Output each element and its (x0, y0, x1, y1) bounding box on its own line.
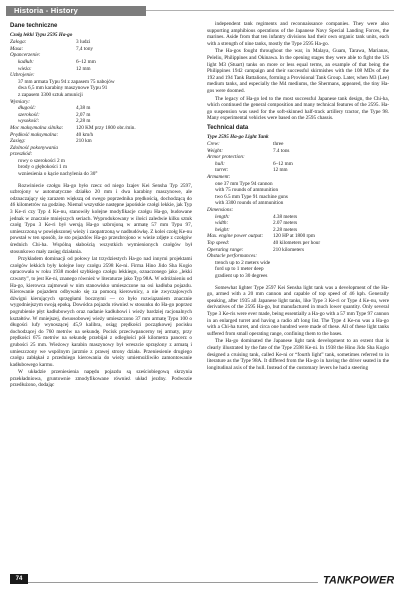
right-section-title: Technical data (207, 124, 249, 131)
spec-label: Armor protection: (207, 154, 245, 161)
spec-row (207, 214, 389, 221)
spec-value: 40 km/h (76, 131, 94, 138)
right-body-text (207, 285, 389, 372)
spec-text-line: wzniesienia o kącie nachylenia do 30° (18, 171, 98, 178)
spec-row (207, 167, 389, 174)
spec-value: 4,38 m (76, 105, 91, 112)
spec-text-line: trench up to 2 meters wide (215, 259, 271, 266)
spec-row (10, 39, 192, 46)
left-armament-list (10, 79, 192, 99)
spec-label: Top speed: (207, 240, 230, 246)
page-number: 74 (10, 574, 28, 584)
spec-row (10, 138, 192, 145)
spec-label: width: (215, 220, 229, 227)
spec-label: Armament: (207, 174, 231, 181)
paragraph: Somewhat lighter Type 2597 Kei Sensha light tank was a development of the Ha-go, armed with a 20 mm cannon and capable of top speed of 46 kph. Generally speaking, after 1935 all Japanese light tanks, like Type 3 Ke-ri or Type 4 Ke-nu, were derivatives of the 2595 Ha-go, but manufactured in much lower quantity. Only several Type 3 Ke-ris were ever made, being essentially a Ha-go with a 57 mm Type 97 cannon in an enlarged turret and having a radio aft long list. The Type 4 Ke-nu was a Ha-go with a Chi-ha turret, and circa one hundred were made of these. All of these light tanks suffered from small operating range, confining them to the bases. (207, 284, 389, 337)
paragraph: Rozwiniecie czołgu Ha-go było rzecz od niego Izajev Kei Sensha Typ 2597, uzbrojony w automatyczne działko 20 mm i dwa karabiny maszynowe, ale odznaczający się zarazem większą od swego poprzednika prędkością, dochodzącą do 46 kilometrów na godzinę. Niemal wszystkie następne japońskie czołgi lekkie, jak Typ 3 Ke-ri czy Typ 4 Ke-nu, stanowiły kolejne modyfikacje czołgu Ha-go, budowane jednak w znacznie mniejszych seriach. Wyprodukowany w ilości zaledwie kilku sztuk czołg Typu 3 Ke-ri był wersją Ha-go uzbrojoną w armatę 57 mm Typu 97, umieszczoną w powiększonej wieży i zaopatrzoną w nadbudówkę. Z kolei czołg Ke-nu powstał w ten sposób, że sto pojazdów Ha-go przezbrojono w wieże zdjęte z czołgów średnich Chi-ha. Wspólną słabością wszystkich wymienionych czołgów był stosunkowo mały zasięg działania. (10, 182, 192, 255)
left-column (10, 20, 192, 389)
spec-value: 4.38 meters (273, 213, 298, 220)
right-armament-list (207, 181, 389, 207)
paragraph: The Ha-go dominated the Japanese light tank development to an extent that is clearly illustrated by the fate of the Type 2598 Ke-ni. In 1938 the Hino Jido Sha Kogio designed a cruising tank, called Ke-ni or “fourth light” tank, sometimes referred to in literature as the Type 98A. It differed from the Ha-go in having the driver seated in the longitudinal axis of the hull. Instead of the customary levers he had a steering (207, 338, 389, 371)
right-column (207, 20, 389, 371)
spec-label: Opancerzenie: (10, 52, 41, 59)
spec-row (10, 99, 192, 106)
left-spec-list-2 (10, 99, 192, 158)
spec-label: Zasięg: (10, 138, 26, 145)
spec-row (207, 240, 389, 247)
spec-text-line: z zapasem 3300 sztuk amunicji (18, 91, 83, 98)
spec-label: turret: (215, 167, 229, 174)
spec-label: Wymiary: (10, 98, 30, 105)
spec-text-line: two 6.5 mm Type 91 machine guns (215, 193, 288, 200)
left-spec-list (10, 39, 192, 79)
spec-label: hull: (215, 160, 225, 167)
spec-row (207, 207, 389, 214)
spec-row (207, 233, 389, 240)
spec-row (10, 132, 192, 139)
spec-row (10, 72, 192, 79)
spec-text-line: with 3300 rounds of ammunition (215, 200, 284, 207)
spec-row (10, 125, 192, 132)
spec-value: 120 KM przy 1800 obr./min. (76, 124, 136, 131)
spec-value: 210 km (76, 138, 92, 145)
spec-value: 40 kilometers per hour (273, 240, 321, 246)
spec-row (10, 118, 192, 125)
spec-row (10, 52, 192, 59)
spec-row (10, 112, 192, 119)
spec-label: szerokość: (18, 111, 40, 118)
section-header (6, 6, 146, 16)
spec-label: wysokość: (18, 118, 40, 125)
spec-value: 120 HP at 1800 rpm (273, 233, 315, 240)
spec-row (10, 46, 192, 53)
spec-label: Obstacle performances: (207, 253, 257, 260)
spec-label: Operating range: (207, 246, 244, 253)
spec-row (207, 161, 389, 168)
spec-label: height: (215, 226, 230, 233)
spec-label: długość: (18, 105, 36, 112)
spec-value: 6–12 mm (273, 160, 293, 167)
spec-row (10, 66, 192, 73)
spec-label: Dimensions: (207, 207, 234, 214)
spec-value: 210 kilometers (273, 246, 304, 253)
spec-text-line: gradient up to 30 degrees (215, 272, 268, 279)
spec-text-line: 37 mm armata Typu 94 z zapasem 75 nabojów (18, 78, 115, 85)
right-obstacle-list (207, 260, 389, 280)
section-header-label: Historia - History (14, 6, 79, 15)
right-subtitle: Type 2595 Ha-go Light Tank (207, 133, 269, 140)
right-intro-text (207, 21, 389, 122)
spec-label: Crew: (207, 141, 220, 148)
footer-rule (28, 582, 318, 583)
paragraph: independent tank regiments and reconnaissance companies. They were also supporting amphibious operations of the Japanese Navy Special Landing Forces, the marines. Aside from that ten infantry divisions had their own organic tank units, each with a strength of nine tanks, mostly the Type 2595 Ha-go. (207, 21, 389, 47)
spec-text-line: ford up to 1 meter deep (215, 266, 264, 273)
spec-label: wieża: (18, 65, 32, 72)
paragraph: Przykładem dominacji od połowy lat trzydziestych Ha-go nad innymi projektami czołgów lekkich były kolejne losy czołgu 2598 Ke-ni. Firma Hino Jido Sha Kogio opracowała w roku 1938 model szybkiego czołgu lekkiego, oznaczonego jako „lekki czwarty”, to jest Ke-ni, znanego również w literaturze jako Typ 98A. W odróżnieniu od Ha-go, kierowca zajmował w nim stanowisko umieszczone na osi kadłuba pojazdu. Kierowanie pojazdem odbywało się za pomocą kierownicy, a nie zwyczajowych dźwigni kierujących sprzęgłami bocznymi — co było rozwiązaniem znacznie wygodniejszym swoją epoką. Dowódca pojazdu również w stosunku do Ha-go poprzez pogrubienie płyt kadłubowych oraz nadanie kadłubowi i wieży bardziej racjonalnych kształtów. W mniejszej, dwuosobowej wieży umieszczono 37 mm armatę Typu 100 o długości lufy wynoszącej 45,9 kalibra, osiąg prędkości początkowej pocisku dochodzącej do 760 metrów na sekundę. Pocisk przeciwpancerny tej armaty, przy prędkości 675 metrów na sekundę przebijał z odległości pół kilometra pancerz o grubości 25 mm. Wieżowy karabin maszynowy był wreszcie sprzężony z armatą i umieszczony we wspólnym jarzmie z prawej strony działa. Przeniesienie drugiego czołgu zabłąkał z przedniego kierowania do wieży umiemożliwiło zamontowanie kadłubowego karmu. (10, 256, 192, 368)
spec-row (207, 148, 389, 155)
spec-text-line: dwa 6,5 mm karabiny maszynowe Typu 91 (18, 85, 108, 92)
spec-row (207, 227, 389, 234)
paragraph: The legacy of Ha-go led to the most successful Japanese tank design, the Chi-ha, which continued the general composition and many technical features of the 2595. Ha-go suspension was used for the soft-skinned half-track artillery tractor, the Type 98. Many experimental vehicles were based on the 2595 chassis. (207, 95, 389, 122)
spec-label: Masa: (10, 45, 24, 52)
spec-label: Weight: (207, 147, 223, 154)
spec-value: 2,07 m (76, 111, 91, 118)
spec-value: three (273, 141, 284, 148)
spec-label: kadłub: (18, 58, 34, 65)
paragraph: The Ha-gos fought throughout the war, in Malaya, Guam, Tarawa, Marianas, Peleliu, Philippines and Okinawa. In the opening stages they were able to fight the US light M3 (Stuart) tanks on more or less equal terms, an example of that being the Philippines 1942 campaign and their successful skirmishes with the 108 MDs of the 192 and 194 Tank Battalions, forming a Provisional Tank Group. Later, when M3 (Lee) medium tanks, and especially the M4 mediums, the Shermans, appeared, the tiny Ha-gos were doomed. (207, 48, 389, 94)
spec-value: 2.07 meters (273, 220, 298, 227)
right-spec-list-2 (207, 207, 389, 260)
right-spec-list (207, 141, 389, 181)
spec-text-line: with 75 rounds of ammunition (215, 187, 279, 194)
logo-text: TANKPOWER (323, 574, 394, 586)
spec-value: 12 mm (76, 65, 91, 72)
spec-row (207, 141, 389, 148)
spec-label: Uzbrojenie: (10, 72, 35, 79)
left-body-text (10, 183, 192, 389)
spec-row (10, 105, 192, 112)
spec-row (207, 253, 389, 260)
spec-row (10, 145, 192, 158)
spec-label: Max. engine power output: (207, 233, 264, 240)
spec-row (10, 59, 192, 66)
header-rule (146, 10, 394, 11)
spec-label: Prędkość maksymalna: (10, 131, 59, 138)
spec-label: Załoga: (10, 39, 27, 46)
spec-row (207, 220, 389, 227)
left-section-title: Dane techniczne (10, 23, 58, 29)
spec-value: 2.28 meters (273, 226, 298, 233)
spec-label: Zdolność pokonywania przeszkód: (10, 144, 58, 158)
spec-text-line: brody o głębokości 1 m (18, 164, 67, 171)
spec-row (207, 154, 389, 161)
spec-value: 2,28 m (76, 118, 91, 125)
left-obstacle-list (10, 158, 192, 178)
left-subtitle: Czołg lekki Typu 2595 Ha-go (10, 31, 73, 38)
spec-value: 7.4 tons (273, 147, 290, 154)
spec-value: 6–12 mm (76, 58, 96, 65)
spec-text-line: one 37 mm Type 94 cannon (215, 180, 273, 187)
spec-value: 3 ludzi (76, 39, 91, 46)
spec-value: 12 mm (273, 167, 288, 174)
spec-text-line: rowy o szerokości 2 m (18, 157, 65, 164)
spec-value: 7,4 tony (76, 45, 94, 52)
spec-row (207, 174, 389, 181)
tankpower-logo (322, 572, 394, 586)
paragraph: W układzie przeniesienia napędu pojazdu są sześciobiegową skrzynia przekładniowa, gruntownie zmodyfikowane również układ jezdny. Podwozie przedłużono, dodając (10, 369, 192, 389)
spec-label: length: (215, 213, 230, 220)
spec-label: Moc maksymalna silnika: (10, 124, 64, 131)
